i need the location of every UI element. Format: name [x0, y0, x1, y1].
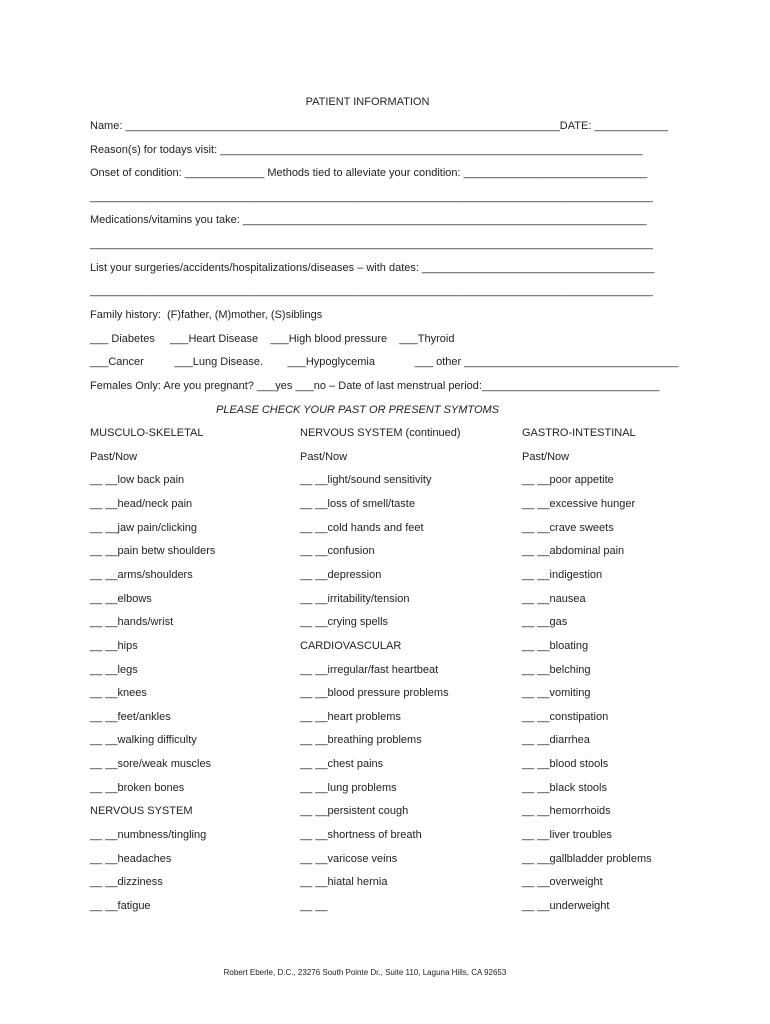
symptom-checkbox-row[interactable]: __ __knees [90, 687, 147, 700]
symptom-checkbox-row[interactable]: __ __jaw pain/clicking [90, 521, 198, 534]
symptom-checkbox-row[interactable]: __ __irritability/tension [300, 592, 410, 605]
symptom-checkbox-row[interactable]: __ __overweight [522, 876, 603, 889]
symptom-checkbox-row[interactable]: __ __numbness/tingling [90, 829, 207, 842]
symptom-checkbox-row[interactable]: __ __gallbladder problems [522, 852, 652, 865]
symptom-checkbox-row[interactable]: __ __persistent cough [300, 805, 409, 818]
symptom-checkbox-row[interactable]: __ __liver troubles [522, 829, 612, 842]
symptom-checkbox-row[interactable]: __ __abdominal pain [522, 545, 625, 558]
symptom-checkbox-row[interactable]: __ __underweight [522, 900, 610, 912]
footer-address: Robert Eberle, D.C., 23276 South Pointe Dr., Suite 110, Laguna Hills, CA 92653 [223, 968, 507, 977]
symptoms-heading: PLEASE CHECK YOUR PAST OR PRESENT SYMTOMS [216, 404, 500, 416]
blank-line-2[interactable]: ____________________________________________________________________________________________ [90, 238, 653, 250]
symptom-checkbox-row[interactable]: __ __chest pains [300, 758, 384, 771]
past-now-label: Past/Now [90, 450, 138, 463]
symptom-checkbox-row[interactable]: __ __heart problems [300, 710, 401, 723]
past-now-label: Past/Now [522, 450, 570, 463]
symptom-checkbox-row[interactable]: __ __lung problems [300, 781, 397, 794]
symptom-checkbox-row[interactable]: __ __confusion [300, 545, 375, 558]
symptom-checkbox-row[interactable]: __ __hips [90, 639, 138, 652]
symptom-checkbox-row[interactable]: __ __breathing problems [300, 734, 422, 747]
blank-line-1[interactable]: ____________________________________________________________________________________________ [90, 191, 653, 203]
past-now-label: Past/Now [300, 450, 348, 463]
symptom-checkbox-row[interactable]: __ __light/sound sensitivity [300, 474, 432, 487]
symptom-checkbox-row[interactable]: __ __headaches [90, 852, 172, 865]
symptom-checkbox-row[interactable]: __ __blood pressure problems [300, 687, 449, 700]
section-heading: MUSCULO-SKELETAL [90, 427, 204, 439]
symptom-checkbox-row[interactable]: __ __walking difficulty [90, 734, 197, 747]
symptom-checkbox-row[interactable]: __ __broken bones [90, 781, 185, 794]
symptom-checkbox-row[interactable]: __ __crave sweets [522, 521, 614, 534]
symptom-checkbox-row[interactable]: __ __hiatal hernia [300, 876, 388, 889]
section-heading: NERVOUS SYSTEM (continued) [300, 427, 461, 439]
symptom-checkbox-row[interactable]: __ __dizziness [90, 876, 163, 889]
name-date-field[interactable]: Name: _______________________________________________________________________DATE: ____________ [90, 120, 668, 132]
symptom-checkbox-row[interactable]: __ __depression [300, 568, 382, 581]
symptom-checkbox-row[interactable]: __ __arms/shoulders [90, 568, 193, 581]
symptom-checkbox-row[interactable]: __ __constipation [522, 710, 609, 723]
section-heading: NERVOUS SYSTEM [90, 805, 193, 818]
symptom-checkbox-row[interactable]: __ __excessive hunger [522, 497, 636, 510]
section-heading: GASTRO-INTESTINAL [522, 427, 636, 439]
symptom-checkbox-row[interactable]: __ __elbows [90, 592, 152, 605]
symptom-checkbox-row[interactable]: __ __head/neck pain [90, 497, 193, 510]
page-title: PATIENT INFORMATION [305, 96, 430, 108]
symptom-checkbox-row[interactable]: __ __nausea [522, 592, 586, 605]
symptom-checkbox-row[interactable]: __ __cold hands and feet [300, 521, 424, 534]
blank-line-3[interactable]: ____________________________________________________________________________________________ [90, 285, 653, 297]
medications-field[interactable]: Medications/vitamins you take: __________________________________________________________________ [90, 214, 647, 226]
symptom-checkbox-row[interactable]: __ __feet/ankles [90, 710, 171, 723]
symptom-checkbox-row[interactable]: __ __indigestion [522, 568, 603, 581]
symptom-checkbox-row[interactable]: __ __legs [90, 663, 138, 676]
symptom-checkbox-row[interactable]: __ __vomiting [522, 687, 591, 700]
family-history-row-2[interactable]: ___Cancer ___Lung Disease. ___Hypoglycemia ___ other ___________________________________ [90, 356, 679, 368]
symptom-checkbox-row[interactable]: __ __black stools [522, 781, 607, 794]
symptom-checkbox-row[interactable]: __ __bloating [522, 639, 589, 652]
symptom-checkbox-row[interactable]: __ __shortness of breath [300, 829, 422, 842]
symptom-checkbox-row[interactable]: __ __belching [522, 663, 591, 676]
symptom-checkbox-row[interactable]: __ __varicose veins [300, 852, 398, 865]
family-history-label: Family history: (F)father, (M)mother, (S)siblings [90, 309, 323, 321]
symptom-checkbox-row[interactable]: __ __loss of smell/taste [300, 497, 415, 510]
reason-field[interactable]: Reason(s) for todays visit: _____________________________________________________________________ [90, 144, 643, 156]
symptom-checkbox-row[interactable]: __ __pain betw shoulders [90, 545, 216, 558]
symptom-checkbox-row[interactable]: __ __low back pain [90, 474, 185, 487]
females-only-field[interactable]: Females Only: Are you pregnant? ___yes ___no – Date of last menstrual period:_____________________________ [90, 380, 660, 392]
symptom-checkbox-row[interactable]: __ __sore/weak muscles [90, 758, 212, 771]
symptom-checkbox-row[interactable]: __ __hands/wrist [90, 616, 174, 629]
symptom-checkbox-row[interactable]: __ __ [300, 900, 328, 912]
symptom-checkbox-row[interactable]: __ __fatigue [90, 900, 151, 912]
symptom-checkbox-row[interactable]: __ __poor appetite [522, 474, 614, 487]
symptom-checkbox-row[interactable]: __ __crying spells [300, 616, 389, 629]
symptom-checkbox-row[interactable]: __ __diarrhea [522, 734, 590, 747]
onset-methods-field[interactable]: Onset of condition: _____________ Methods tied to alleviate your condition: ______________________________ [90, 167, 648, 179]
family-history-row-1[interactable]: ___ Diabetes ___Heart Disease ___High blood pressure ___Thyroid [90, 333, 455, 345]
symptom-checkbox-row[interactable]: __ __gas [522, 616, 568, 629]
symptom-checkbox-row[interactable]: __ __blood stools [522, 758, 609, 771]
surgeries-field[interactable]: List your surgeries/accidents/hospitalizations/diseases – with dates: ______________________________________ [90, 262, 655, 274]
symptom-checkbox-row[interactable]: __ __irregular/fast heartbeat [300, 663, 439, 676]
symptom-checkbox-row[interactable]: __ __hemorrhoids [522, 805, 611, 818]
section-heading: CARDIOVASCULAR [300, 639, 402, 652]
